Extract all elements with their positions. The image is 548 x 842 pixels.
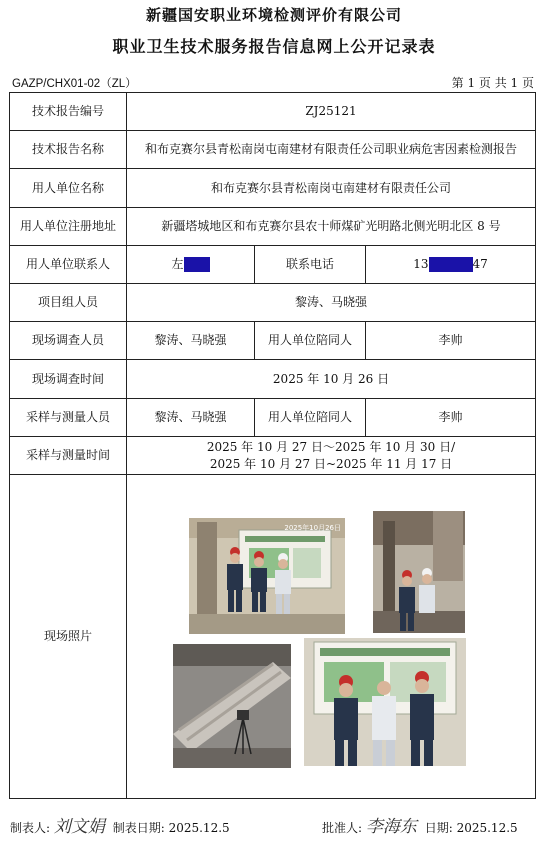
row-report-no [10, 93, 536, 131]
value-employer: 和布克赛尔县青松南岗屯南建材有限责任公司 [127, 169, 536, 208]
row-report-name [10, 131, 536, 169]
sampling-time-line2: 2025 年 10 月 27 日~2025 年 11 月 17 日 [209, 456, 453, 471]
page-info: 第 1 页 共 1 页 [451, 76, 534, 90]
approve-date: 2025.12.5 [456, 821, 518, 835]
phone-prefix: 13 [413, 257, 429, 271]
contact-name-visible: 左 [171, 257, 184, 271]
approver-label: 批准人: [322, 821, 363, 835]
label-survey-time: 现场调查时间 [10, 360, 127, 399]
redaction-mark [184, 257, 210, 272]
value-phone [366, 246, 536, 284]
label-team: 项目组人员 [10, 284, 127, 322]
label-report-no: 技术报告编号 [10, 93, 127, 131]
row-contact [10, 246, 536, 284]
row-photos [10, 475, 536, 799]
make-date-label: 制表日期: [112, 821, 165, 835]
site-photo-4 [304, 638, 466, 766]
maker-label: 制表人: [10, 821, 51, 835]
value-contact-name [127, 246, 255, 284]
value-survey-companion: 李帅 [366, 322, 536, 360]
label-sampling-staff: 采样与测量人员 [10, 399, 127, 437]
phone-suffix: 47 [472, 257, 488, 271]
label-phone: 联系电话 [255, 246, 366, 284]
row-sampling-staff [10, 399, 536, 437]
value-sampling-staff: 黎涛、马晓强 [127, 399, 255, 437]
value-survey-staff: 黎涛、马晓强 [127, 322, 255, 360]
approve-date-label: 日期: [424, 821, 453, 835]
label-sampling-companion: 用人单位陪同人 [255, 399, 366, 437]
form-code: GAZP/CHX01-02（ZL） [12, 78, 137, 90]
row-address [10, 208, 536, 246]
value-survey-time: 2025 年 10 月 26 日 [127, 360, 536, 399]
row-sampling-time [10, 437, 536, 475]
footer-maker [10, 812, 230, 837]
photo-gallery [127, 476, 533, 798]
maker-signature: 刘文娟 [53, 817, 105, 837]
label-address: 用人单位注册地址 [10, 208, 127, 246]
footer-approver [322, 812, 518, 837]
value-address: 新疆塔城地区和布克赛尔县农十师煤矿光明路北侧光明北区 8 号 [127, 208, 536, 246]
site-photo-1 [189, 518, 345, 634]
value-sampling-companion: 李帅 [366, 399, 536, 437]
redaction-mark [429, 257, 473, 272]
value-team: 黎涛、马晓强 [127, 284, 536, 322]
site-photo-2 [373, 511, 465, 633]
value-report-no: ZJ25121 [127, 93, 536, 131]
photo-timestamp: 2025年10月26日 [284, 523, 341, 532]
row-survey-staff [10, 322, 536, 360]
label-employer: 用人单位名称 [10, 169, 127, 208]
company-name: 新疆国安职业环境检测评价有限公司 [145, 6, 402, 24]
approver-signature: 李海东 [365, 817, 417, 837]
value-report-name: 和布克赛尔县青松南岗屯南建材有限责任公司职业病危害因素检测报告 [127, 131, 536, 169]
form-title: 职业卫生技术服务报告信息网上公开记录表 [112, 37, 436, 56]
make-date: 2025.12.5 [168, 821, 230, 835]
label-survey-companion: 用人单位陪同人 [255, 322, 366, 360]
row-employer [10, 169, 536, 208]
label-survey-staff: 现场调查人员 [10, 322, 127, 360]
row-survey-time [10, 360, 536, 399]
row-team [10, 284, 536, 322]
label-report-name: 技术报告名称 [10, 131, 127, 169]
label-photos: 现场照片 [10, 475, 127, 799]
label-contact: 用人单位联系人 [10, 246, 127, 284]
sampling-time-line1: 2025 年 10 月 27 日～2025 年 10 月 30 日/ [206, 439, 456, 454]
record-table [9, 92, 536, 799]
value-sampling-time [127, 437, 536, 475]
photos-cell [127, 475, 536, 799]
label-sampling-time: 采样与测量时间 [10, 437, 127, 475]
site-photo-3 [173, 644, 291, 768]
